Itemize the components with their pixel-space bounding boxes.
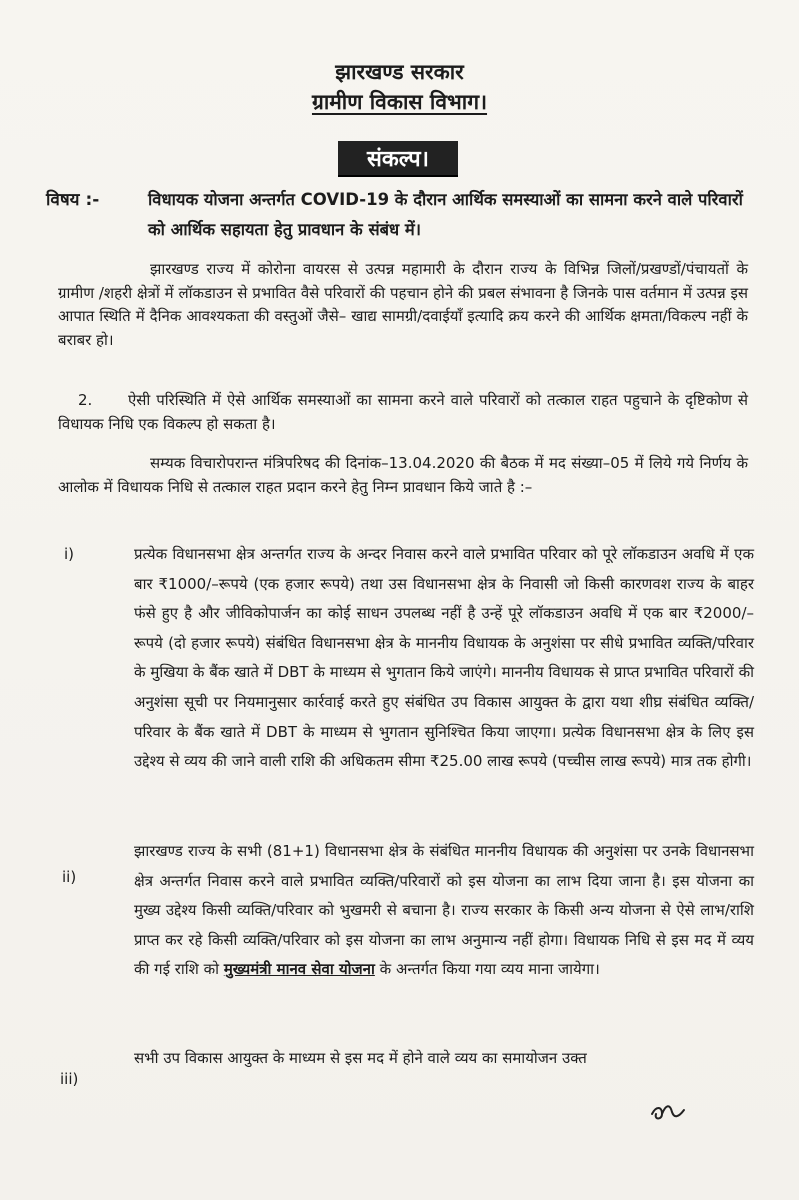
paragraph-2-number: 2. [78,391,93,409]
item-1-label: i) [64,545,75,563]
item-2-text [134,837,754,985]
item-2-label: ii) [62,868,77,886]
item-3-label: iii) [60,1070,79,1088]
scheme-name: मुख्यमंत्री मानव सेवा योजना [223,960,375,979]
subject-text: विधायक योजना अन्तर्गत COVID-19 के दौरान आर्थिक समस्याओं का सामना करने वाले परिवारों को आर्थिक सहायता हेतु प्रावधान के संबंध में। [148,190,743,239]
item-2-text-main: झारखण्ड राज्य के सभी (81+1) विधानसभा क्षेत्र के संबंधित माननीय विधायक की अनुशंसा पर उनके विधानसभा क्षेत्र अन्तर्गत निवास करने वाले प्रभावित व्यक्ति/परिवारों को इस योजना का लाभ दिया जाना है। इस योजना का मुख्य उद्देश्य किसी व्यक्ति/परिवार को भुखमरी से बचाना है। राज्य सरकार के किसी अन्य योजना से ऐसे लाभ/राशि प्राप्त कर रहे किसी व्यक्ति/परिवार को इस योजना का लाभ अनुमान्य नहीं होगा। विधायक निधि से इस मद में व्यय की गई राशि को [134,842,754,979]
item-1-text: प्रत्येक विधानसभा क्षेत्र अन्तर्गत राज्य के अन्दर निवास करने वाले प्रभावित परिवार को पूरे लॉकडाउन अवधि में एक बार ₹1000/–रूपये (एक हजार रूपये) तथा उस विधानसभा क्षेत्र के निवासी जो किसी कारणवश राज्य के बाहर फंसे हुए है और जीविकोपार्जन का कोई साधन उपलब्ध नहीं है उन्हें पूरे लॉकडाउन अवधि में एक बार ₹2000/–रूपये (दो हजार रूपये) संबंधित विधानसभा क्षेत्र के माननीय विधायक के अनुशंसा पर सीधे प्रभावित व्यक्ति/परिवार के मुखिया के बैंक खाते में DBT के माध्यम से भुगतान किये जाएंगे। माननीय विधायक से प्राप्त प्रभावित परिवारों की अनुशंसा सूची पर नियमानुसार कार्रवाई करते हुए संबंधित उप विकास आयुक्त के द्वारा यथा शीघ्र संबंधित व्यक्ति/परिवार के बैंक खाते में DBT के माध्यम से भुगतान सुनिश्चित किया जाएगा। प्रत्येक विधानसभा क्षेत्र के लिए इस उद्देश्य से व्यय की जाने वाली राशि की अधिकतम सीमा ₹25.00 लाख रूपये (पच्चीस लाख रूपये) मात्र तक होगी। [134,545,754,771]
paragraph-2 [58,389,748,436]
paragraph-2-text: ऐसी परिस्थिति में ऐसे आर्थिक समस्याओं का सामना करने वाले परिवारों को तत्काल राहत पहुचाने के दृष्टिकोण से विधायक निधि एक विकल्प हो सकता है। [58,391,748,433]
item-3-text: सभी उप विकास आयुक्त के माध्यम से इस मद में होने वाले व्यय का समायोजन उक्त [134,1049,587,1067]
subject-label: विषय :- [46,190,100,210]
government-name: झारखण्ड सरकार [335,60,464,84]
department-name-text: ग्रामीण विकास विभाग। [311,90,488,114]
department-name [0,88,799,116]
item-2-text-end: के अन्तर्गत किया गया व्यय माना जायेगा। [379,960,600,979]
paragraph-1: झारखण्ड राज्य में कोरोना वायरस से उत्पन्न महामारी के दौरान राज्य के विभिन्न जिलों/प्रखण्डों/पंचायतों के ग्रामीण /शहरी क्षेत्रों में लॉकडाउन से प्रभावित वैसे परिवारों की पहचान होने की प्रबल संभावना है जिनके पास वर्तमान में उत्पन्न इस आपात स्थिति में दैनिक आवश्यकता की वस्तुओं जैसे– खाद्य सामग्री/दवाईयाँ इत्यादि क्रय करने की आर्थिक क्षमता/विकल्प नहीं के बराबर हो। [58,260,748,349]
paragraph-3: सम्यक विचारोपरान्त मंत्रिपरिषद की दिनांक–13.04.2020 की बैठक में मद संख्या–05 में लिये गये निर्णय के आलोक में विधायक निधि से तत्काल राहत प्रदान करने हेतु निम्न प्रावधान किये जाते है :– [58,454,748,496]
signature-mark [648,1096,688,1126]
resolution-title: संकल्प। [338,141,458,175]
